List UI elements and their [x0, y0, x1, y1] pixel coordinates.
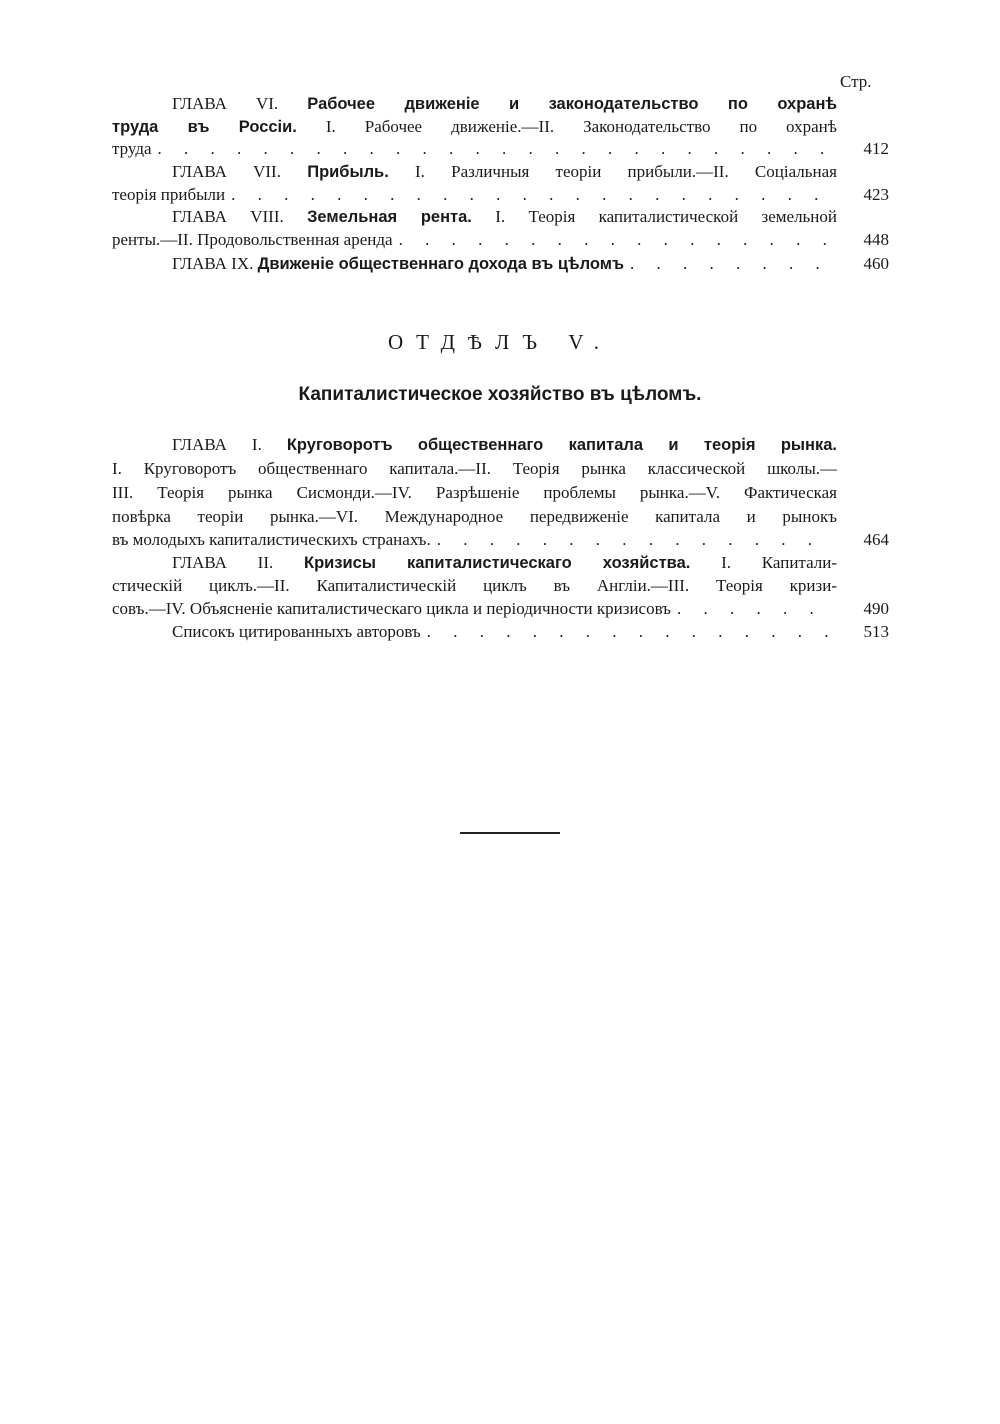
chapter-desc: труда: [112, 139, 152, 158]
chapter-label: ГЛАВА VII.: [172, 162, 281, 181]
chapter-title: Круговоротъ общественнаго капитала и теорія рынка.: [286, 436, 837, 454]
toc-entry-ch1-last: [112, 529, 837, 551]
chapter-desc: теорія прибыли: [112, 185, 226, 204]
toc-entry-ch6-line1: [172, 93, 837, 115]
chapter-desc: I. Капитали-: [721, 553, 837, 572]
chapter-label: ГЛАВА VI.: [172, 94, 279, 113]
chapter-desc-line: повѣрка теоріи рынка.—VI. Международное передвиженіе капитала и рынокъ: [112, 507, 837, 526]
toc-entry-authors: [172, 621, 837, 643]
toc-entry-ch6-line3: [112, 138, 837, 160]
toc-entry-ch8-line2: [112, 229, 837, 251]
chapter-desc-line: стическій циклъ.—II. Капиталистическій циклъ въ Англіи.—III. Теорія кризи-: [112, 576, 837, 595]
leader-dots: [158, 138, 831, 160]
toc-entry-ch2-line1: [172, 552, 837, 574]
leader-dots: [630, 253, 831, 275]
chapter-desc-line: совъ.—IV. Объясненіе капиталистическаго цикла и періодичности кризисовъ: [112, 599, 671, 618]
chapter-title: Прибыль.: [307, 163, 389, 181]
leader-dots: [399, 229, 831, 251]
chapter-title: Рабочее движеніе и законодательство по охранѣ: [307, 95, 837, 113]
page-number: 464: [863, 530, 889, 549]
section-title: Капиталистическое хозяйство въ цѣломъ.: [298, 384, 702, 405]
chapter-label: ГЛАВА IX.: [172, 254, 254, 273]
chapter-label: ГЛАВА II.: [172, 553, 274, 572]
toc-entry-ch7-line2: [112, 184, 837, 206]
toc-entry-ch1-line1: [172, 434, 837, 456]
page-number: 412: [863, 139, 889, 158]
chapter-label: ГЛАВА VIII.: [172, 207, 284, 226]
page-number: 423: [863, 185, 889, 204]
chapter-title: Кризисы капиталистическаго хозяйства.: [304, 554, 691, 572]
page-number: 460: [863, 254, 889, 273]
page-column-header: Стр.: [840, 72, 872, 91]
chapter-desc: I. Теорія капиталистической земельной: [495, 207, 837, 226]
end-rule-divider: [460, 832, 560, 834]
chapter-desc-line: III. Теорія рынка Сисмонди.—IV. Разрѣшеніе проблемы рынка.—V. Фактическая: [112, 483, 837, 502]
toc-entry-ch8-line1: [172, 206, 837, 228]
chapter-desc-line: I. Круговоротъ общественнаго капитала.—II. Теорія рынка классической школы.—: [112, 459, 837, 478]
toc-entry-ch7-line1: [172, 161, 837, 183]
page-number: 490: [863, 599, 889, 618]
chapter-title: труда въ Россіи.: [112, 118, 297, 136]
toc-entry-ch9: [172, 253, 837, 275]
leader-dots: [231, 184, 831, 206]
chapter-desc: I. Различныя теоріи прибыли.—II. Соціальная: [415, 162, 837, 181]
entry-label: Списокъ цитированныхъ авторовъ: [172, 622, 421, 641]
page-number: 513: [863, 622, 889, 641]
chapter-desc: I. Рабочее движеніе.—II. Законодательство по охранѣ: [325, 117, 837, 136]
leader-dots: [427, 621, 831, 643]
chapter-label: ГЛАВА I.: [172, 435, 262, 454]
chapter-desc-line: въ молодыхъ капиталистическихъ странахъ.: [112, 530, 431, 549]
chapter-title: Земельная рента.: [307, 208, 472, 226]
page-number: 448: [863, 230, 889, 249]
chapter-title: Движеніе общественнаго дохода въ цѣломъ: [257, 255, 624, 273]
section-heading: ОТДѢЛЪ V.: [387, 330, 613, 354]
leader-dots: [677, 598, 831, 620]
toc-entry-ch6-line2: [112, 116, 837, 138]
chapter-desc: ренты.—II. Продовольственная аренда: [112, 230, 393, 249]
toc-entry-ch2-last: [112, 598, 837, 620]
leader-dots: [437, 529, 831, 551]
